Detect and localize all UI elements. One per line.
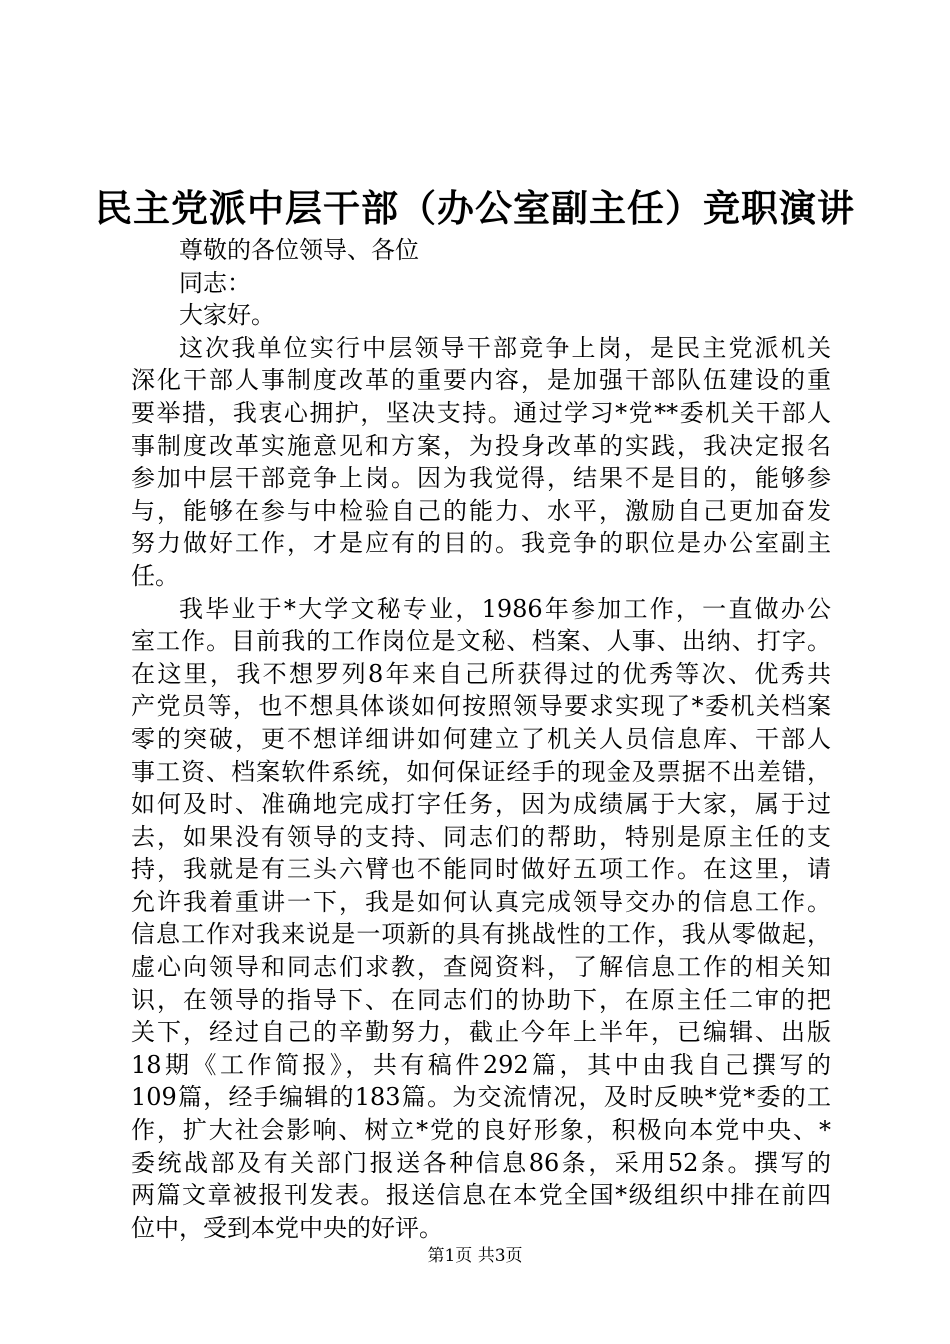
paragraph-line: 任。 (131, 561, 179, 590)
paragraph-line: 我毕业于*大学文秘专业，1986年参加工作，一直做办公 (179, 594, 831, 623)
paragraph-line: 产党员等，也不想具体谈如何按照领导要求实现了*委机关档案 (131, 692, 831, 721)
paragraph-line: 事工资、档案软件系统，如何保证经手的现金及票据不出差错， (131, 757, 831, 786)
paragraph-line: 去，如果没有领导的支持、同志们的帮助，特别是原主任的支 (131, 822, 831, 851)
paragraph-line: 识，在领导的指导下、在同志们的协助下，在原主任二审的把 (131, 985, 831, 1014)
paragraph-line: 零的突破，更不想详细讲如何建立了机关人员信息库、干部人 (131, 724, 831, 753)
greeting-line: 大家好。 (179, 301, 275, 330)
paragraph-line: 持，我就是有三头六臂也不能同时做好五项工作。在这里，请 (131, 855, 831, 884)
paragraph-line: 努力做好工作，才是应有的目的。我竞争的职位是办公室副主 (131, 529, 831, 558)
salutation-line-2: 同志： (179, 268, 251, 297)
salutation-line-1: 尊敬的各位领导、各位 (179, 236, 419, 264)
paragraph-line: 允许我着重讲一下，我是如何认真完成领导交办的信息工作。 (131, 887, 831, 916)
paragraph-line: 位中，受到本党中央的好评。 (131, 1213, 443, 1242)
paragraph-line: 与，能够在参与中检验自己的能力、水平，激励自己更加奋发 (131, 496, 831, 525)
paragraph-line: 信息工作对我来说是一项新的具有挑战性的工作，我从零做起， (131, 920, 831, 949)
paragraph-line: 虚心向领导和同志们求教，查阅资料，了解信息工作的相关知 (131, 953, 831, 982)
paragraph-line: 18期《工作简报》，共有稿件292篇，其中由我自己撰写的 (131, 1050, 831, 1079)
paragraph-line: 室工作。目前我的工作岗位是文秘、档案、人事、出纳、打字。 (131, 627, 831, 656)
paragraph-line: 如何及时、准确地完成打字任务，因为成绩属于大家，属于过 (131, 790, 831, 819)
paragraph-line: 事制度改革实施意见和方案，为投身改革的实践，我决定报名 (131, 431, 831, 460)
paragraph-line: 关下，经过自己的辛勤努力，截止今年上半年，已编辑、出版 (131, 1018, 831, 1047)
paragraph-line: 参加中层干部竞争上岗。因为我觉得，结果不是目的，能够参 (131, 464, 831, 493)
document-title: 民主党派中层干部（办公室副主任）竞职演讲 (95, 186, 855, 230)
paragraph-line: 作，扩大社会影响、树立*党的良好形象，积极向本党中央、* (131, 1116, 831, 1145)
paragraph-line: 两篇文章被报刊发表。报送信息在本党全国*级组织中排在前四 (131, 1181, 831, 1210)
document-body (131, 234, 831, 1244)
page-footer: 第1页 共3页 (427, 1246, 523, 1266)
paragraph-line: 109篇，经手编辑的183篇。为交流情况，及时反映*党*委的工 (131, 1083, 831, 1112)
paragraph-line: 要举措，我衷心拥护，坚决支持。通过学习*党**委机关干部人 (131, 398, 831, 427)
paragraph-line: 在这里，我不想罗列8年来自己所获得过的优秀等次、优秀共 (131, 659, 831, 688)
paragraph-line: 这次我单位实行中层领导干部竞争上岗，是民主党派机关 (179, 333, 831, 362)
paragraph-line: 委统战部及有关部门报送各种信息86条，采用52条。撰写的 (131, 1148, 831, 1177)
paragraph-line: 深化干部人事制度改革的重要内容，是加强干部队伍建设的重 (131, 366, 831, 395)
